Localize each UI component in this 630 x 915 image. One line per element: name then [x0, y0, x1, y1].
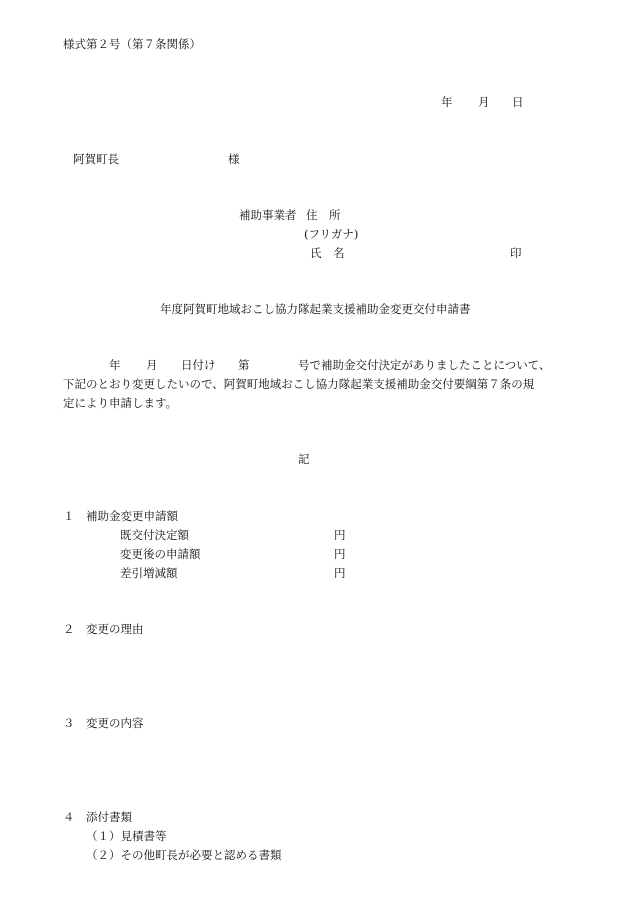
section-1-title: 補助金変更申請額 — [86, 509, 178, 523]
section-2-number: ２ — [63, 622, 75, 636]
row-label: 差引増減額 — [120, 566, 178, 580]
section-4-title: 添付書類 — [86, 810, 132, 824]
ki-heading: 記 — [298, 452, 310, 466]
addressee-name: 阿賀町長 — [73, 152, 119, 166]
section-1-number: １ — [63, 509, 75, 523]
body-line2: 下記のとおり変更したいので、阿賀町地域おこし協力隊起業支援補助金交付要綱第７条の規 — [63, 377, 535, 391]
row-unit: 円 — [334, 547, 346, 561]
attachment-item: （２）その他町長が必要と認める書類 — [86, 848, 282, 862]
body-month: 月 — [146, 358, 158, 372]
row-label: 変更後の申請額 — [120, 547, 201, 561]
section-4-number: ４ — [63, 810, 75, 824]
section-3-number: ３ — [63, 716, 75, 730]
addressee-honorific: 様 — [228, 152, 240, 166]
row-unit: 円 — [334, 528, 346, 542]
furigana-label: (フリガナ) — [304, 227, 359, 241]
date-month: 月 — [478, 95, 490, 109]
body-dai: 第 — [238, 358, 250, 372]
address-label: 住 所 — [306, 208, 341, 222]
body-day-suffix: 日付け — [181, 358, 216, 372]
section-3-title: 変更の内容 — [86, 716, 144, 730]
body-line3: 定により申請します。 — [63, 396, 178, 410]
section-2-title: 変更の理由 — [86, 622, 144, 636]
body-line1-rest: 号で補助金交付決定がありましたことについて、 — [298, 358, 551, 372]
seal-mark: 印 — [510, 246, 522, 260]
body-year: 年 — [109, 358, 121, 372]
document-title: 年度阿賀町地域おこし協力隊起業支援補助金変更交付申請書 — [160, 302, 471, 316]
applicant-role: 補助事業者 — [239, 208, 297, 222]
date-day: 日 — [512, 95, 524, 109]
row-unit: 円 — [334, 566, 346, 580]
form-number: 様式第２号（第７条関係） — [63, 37, 201, 51]
name-label: 氏 名 — [310, 246, 345, 260]
attachment-item: （１）見積書等 — [86, 829, 167, 843]
row-label: 既交付決定額 — [120, 528, 189, 542]
date-year: 年 — [441, 95, 453, 109]
